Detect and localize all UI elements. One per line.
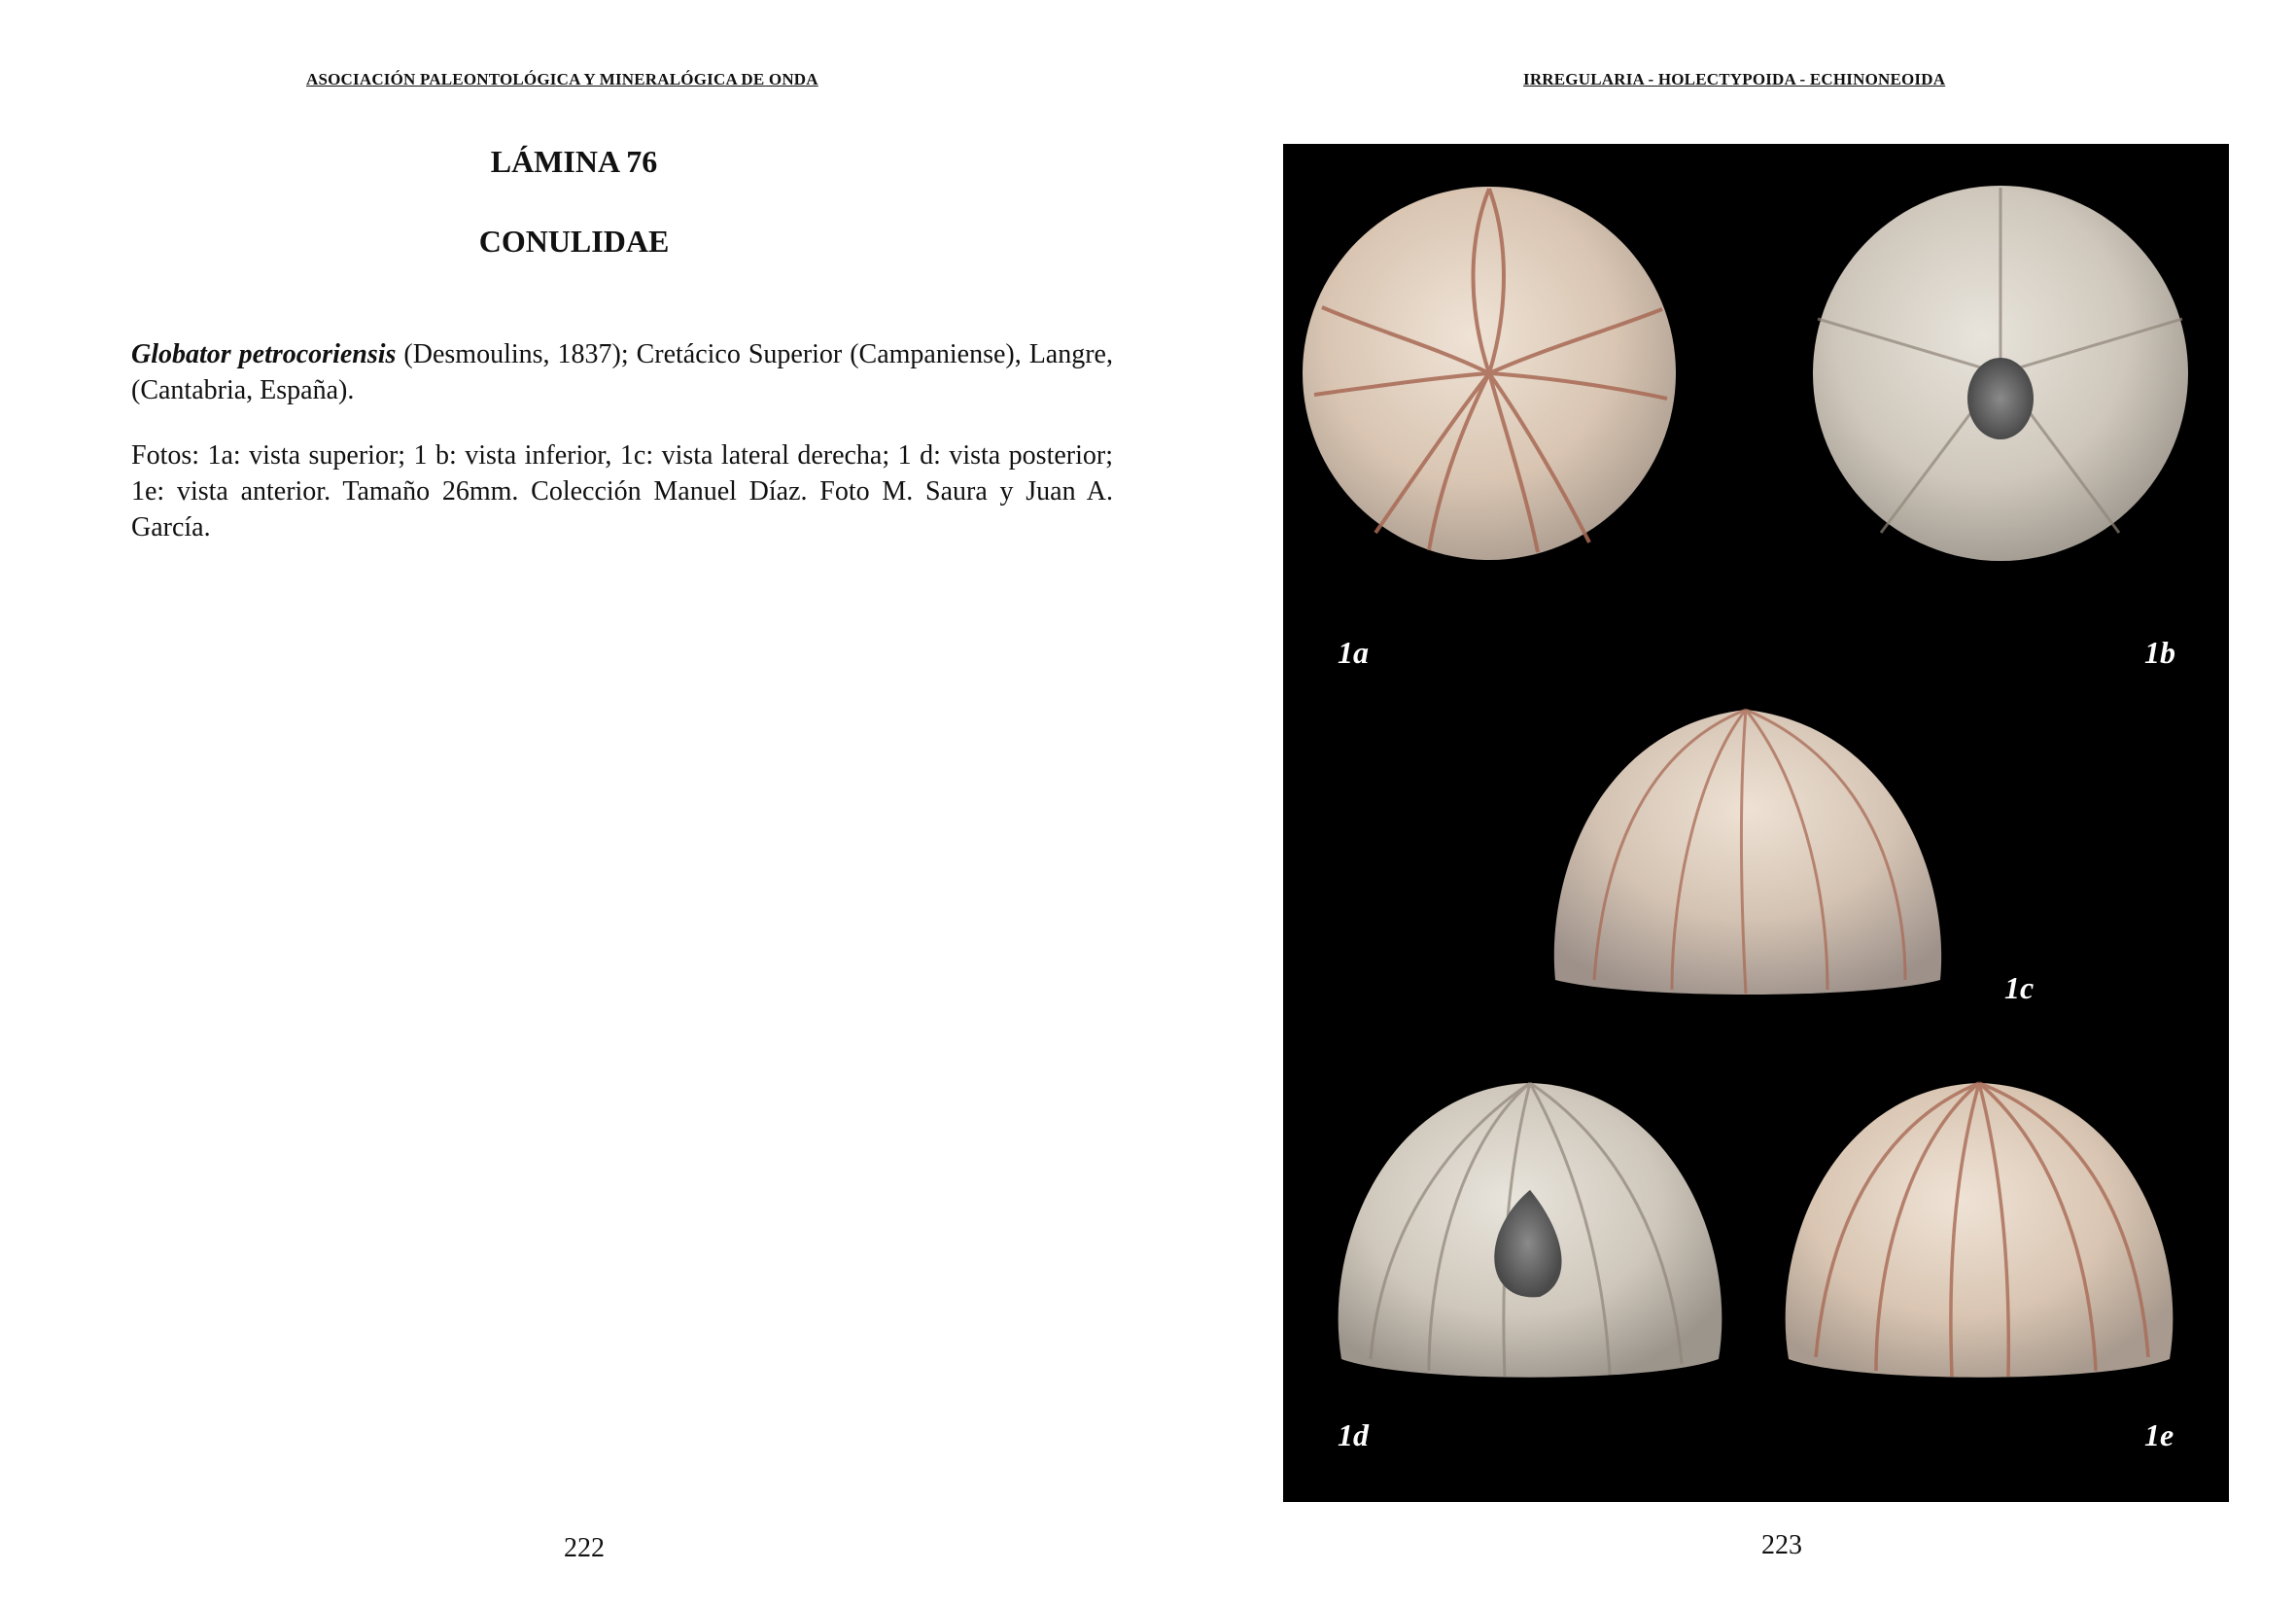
family-title: CONULIDAE xyxy=(478,224,670,259)
fossil-1e-anterior xyxy=(1786,1083,2174,1378)
fossil-1c-lateral xyxy=(1554,710,1941,995)
running-head-left: ASOCIACIÓN PALEONTOLÓGICA Y MINERALÓGICA DE ONDA xyxy=(306,70,818,88)
species-paragraph xyxy=(131,336,1113,408)
fossil-1b-inferior xyxy=(1813,186,2188,561)
figure-label-1d: 1d xyxy=(1338,1417,1369,1452)
photo-plate xyxy=(1283,144,2229,1502)
right-page xyxy=(1148,0,2296,1607)
plate-illustration xyxy=(1283,144,2229,1502)
plate-caption xyxy=(131,336,1113,575)
species-name: Globator petrocoriensis xyxy=(131,339,397,369)
plate-title: LÁMINA 76 xyxy=(490,144,658,179)
fossil-1a-superior xyxy=(1303,187,1676,560)
figure-label-1c: 1c xyxy=(2004,970,2035,1005)
page-number-right: 223 xyxy=(1761,1530,1802,1560)
figure-label-1e: 1e xyxy=(2144,1417,2174,1452)
fossil-1d-posterior xyxy=(1339,1083,1722,1378)
photos-paragraph: Fotos: 1a: vista superior; 1 b: vista inferior, 1c: vista lateral derecha; 1 d: vista posterior; 1e: vista anterior. Tamaño 26mm. Colección Manuel Díaz. Foto M. Saura y Juan A. García. xyxy=(131,440,1113,542)
running-head-right: IRREGULARIA - HOLECTYPOIDA - ECHINONEOIDA xyxy=(1523,70,1946,88)
species-details: (Desmoulins, 1837); Cretácico Superior (Campaniense), Langre, (Cantabria, España). xyxy=(131,339,1113,405)
page-number-left: 222 xyxy=(564,1533,605,1563)
figure-label-1a: 1a xyxy=(1338,635,1369,670)
figure-label-1b: 1b xyxy=(2144,635,2175,670)
